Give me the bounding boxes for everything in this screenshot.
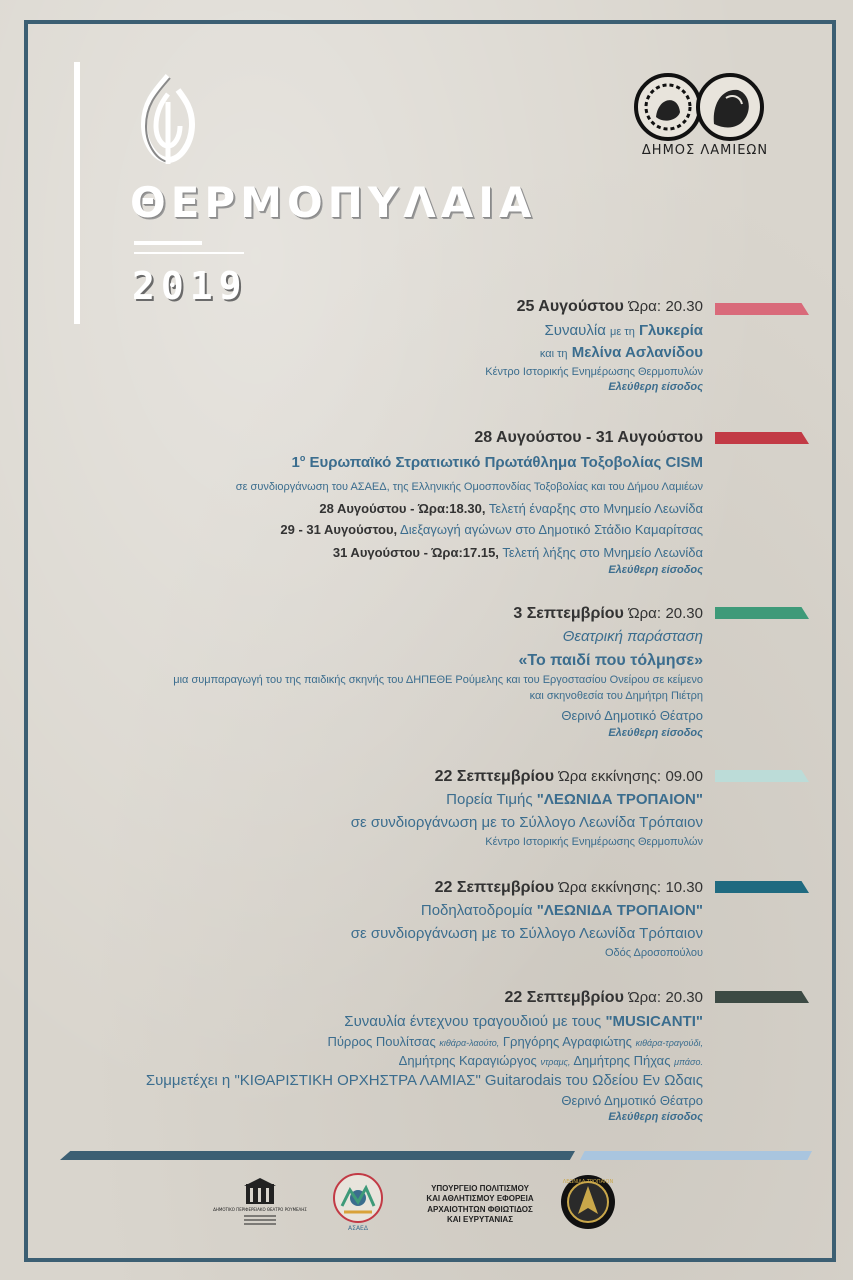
event-title-number: 1 bbox=[291, 454, 300, 471]
event-organizers: σε συνδιοργάνωση με το Σύλλογο Λεωνίδα Τρόπαιον bbox=[350, 924, 703, 942]
leonidas-logo-text: ΛΕΩΝΙΔΑ ΤΡΟΠΑΙΟΝ bbox=[562, 1179, 614, 1185]
footer-bar-light bbox=[580, 1151, 812, 1160]
event-date: 22 Σεπτεμβρίου bbox=[434, 768, 555, 785]
event-description: και σκηνοθεσία του Δημήτρη Πιέτρη bbox=[529, 689, 703, 702]
event-artist: Μελίνα Ασλανίδου bbox=[571, 343, 703, 361]
event-5 bbox=[351, 878, 703, 960]
event-title: Ευρωπαϊκό Στρατιωτικό Πρωτάθλημα Τοξοβολίας CISM bbox=[309, 454, 703, 471]
schedule-date: 31 Αυγούστου - Ώρα:17.15, bbox=[332, 545, 499, 560]
event-time: 20.30 bbox=[665, 298, 703, 315]
header-vertical-line bbox=[74, 62, 80, 324]
festival-year: 2019 bbox=[132, 264, 248, 308]
schedule-date: 28 Αυγούστου - Ώρα:18.30, bbox=[319, 500, 486, 516]
event-color-bar bbox=[715, 770, 809, 782]
event-time-label: Ώρα: bbox=[628, 989, 661, 1006]
event-2 bbox=[236, 428, 703, 578]
event-connector: με τη bbox=[610, 326, 635, 338]
event-time: 20.30 bbox=[665, 605, 703, 622]
event-1 bbox=[485, 297, 703, 395]
leonidas-tropaion-logo-icon bbox=[560, 1174, 616, 1230]
theatre-logo-icon bbox=[213, 1178, 307, 1228]
title-rule bbox=[134, 241, 202, 245]
schedule-desc: Διεξαγωγή αγώνων στο Δημοτικό Στάδιο Καμαρίτσας bbox=[400, 521, 703, 537]
event-4 bbox=[351, 767, 703, 849]
event-title: «Το παιδί που τόλμησε» bbox=[518, 651, 703, 669]
footer-bar-dark bbox=[60, 1151, 575, 1160]
event-venue: Θερινό Δημοτικό Θέατρο bbox=[561, 1093, 703, 1108]
event-color-bar bbox=[715, 881, 809, 893]
event-free-entry: Ελεύθερη είσοδος bbox=[608, 381, 703, 394]
event-time-label: Ώρα εκκίνησης: bbox=[558, 879, 661, 896]
event-title: Ποδηλατοδρομία bbox=[420, 902, 533, 919]
event-description: μια συμπαραγωγή του της παιδικής σκηνής του ΔΗΠΕΘΕ Ρούμελης και του Εργοστασίου Ονείρου σε κείμενο bbox=[173, 673, 703, 686]
event-kind: Θεατρική παράσταση bbox=[562, 628, 703, 645]
event-color-bar bbox=[715, 432, 809, 444]
performer-instrument: μπάσο. bbox=[674, 1057, 703, 1067]
event-time-label: Ώρα: bbox=[628, 605, 661, 622]
festival-title: ΘΕΡΜΟΠΥΛΑΙΑ bbox=[130, 178, 537, 227]
event-color-bar bbox=[715, 607, 809, 619]
event-venue: Κέντρο Ιστορικής Ενημέρωσης Θερμοπυλών bbox=[485, 835, 703, 848]
event-title-name: "ΛΕΩΝΙΔΑ ΤΡΟΠΑΙΟΝ" bbox=[536, 791, 703, 808]
event-kind: Συναυλία bbox=[544, 322, 606, 339]
event-time-label: Ώρα: bbox=[628, 298, 661, 315]
title-rule-thin bbox=[134, 252, 244, 254]
event-time-label: Ώρα εκκίνησης: bbox=[558, 768, 661, 785]
event-free-entry: Ελεύθερη είσοδος bbox=[608, 564, 703, 577]
event-free-entry: Ελεύθερη είσοδος bbox=[608, 726, 703, 739]
event-color-bar bbox=[715, 303, 809, 315]
ministry-text: ΥΠΟΥΡΓΕΙΟ ΠΟΛΙΤΙΣΜΟΥ ΚΑΙ ΑΘΛΗΤΙΣΜΟΥ ΕΦΟΡΕΙΑ ΑΡΧΑΙΟΤΗΤΩΝ ΦΘΙΩΤΙΔΟΣ ΚΑΙ ΕΥΡΥΤΑΝΙΑΣ bbox=[426, 1184, 534, 1225]
event-date: 25 Αυγούστου bbox=[516, 298, 624, 315]
event-title-ordinal: ο bbox=[299, 453, 306, 463]
asaed-logo-text: ΑΣΑΕΔ bbox=[348, 1225, 368, 1232]
event-time: 20.30 bbox=[665, 989, 703, 1006]
performer-name: Πύρρος Πουλίτσας bbox=[327, 1033, 436, 1049]
municipality-coin-logo-icon bbox=[634, 72, 764, 142]
event-connector: και τη bbox=[539, 347, 568, 360]
event-title: Συναυλία έντεχνου τραγουδιού με τους bbox=[344, 1013, 602, 1030]
event-time: 10.30 bbox=[665, 879, 703, 896]
performer-instrument: ντραμς, bbox=[540, 1057, 571, 1067]
event-venue: Κέντρο Ιστορικής Ενημέρωσης Θερμοπυλών bbox=[485, 365, 703, 378]
event-title-name: "MUSICANTI" bbox=[605, 1013, 703, 1030]
event-guest: Συμμετέχει η "ΚΙΘΑΡΙΣΤΙΚΗ ΟΡΧΗΣΤΡΑ ΛΑΜΙΑΣ" Guitarodais του Ωδείου Εν Ωδαις bbox=[145, 1072, 703, 1090]
schedule-desc: Τελετή έναρξης στο Μνημείο Λεωνίδα bbox=[488, 500, 703, 516]
asaed-logo-icon bbox=[330, 1172, 386, 1232]
event-time: 09.00 bbox=[665, 768, 703, 785]
event-title-name: "ΛΕΩΝΙΔΑ ΤΡΟΠΑΙΟΝ" bbox=[536, 902, 703, 919]
performer-name: Γρηγόρης Αγραφιώτης bbox=[502, 1033, 632, 1049]
event-6 bbox=[146, 988, 703, 1125]
event-date: 3 Σεπτεμβρίου bbox=[513, 605, 624, 622]
event-3 bbox=[173, 604, 703, 740]
schedule-date: 29 - 31 Αυγούστου, bbox=[280, 521, 398, 537]
schedule-desc: Τελετή λήξης στο Μνημείο Λεωνίδα bbox=[502, 545, 703, 560]
performer-name: Δημήτρης Πήχας bbox=[573, 1053, 671, 1068]
event-date: 22 Σεπτεμβρίου bbox=[504, 989, 624, 1006]
performer-name: Δημήτρης Καραγιώργος bbox=[398, 1053, 537, 1068]
event-artist: Γλυκερία bbox=[638, 322, 703, 339]
event-organizers: σε συνδιοργάνωση του ΑΣΑΕΔ, της Ελληνικής Ομοσπονδίας Τοξοβολίας και του Δήμου Λαμιέων bbox=[235, 480, 703, 493]
flame-logo-icon bbox=[130, 72, 206, 168]
performer-instrument: κιθάρα-λαούτο, bbox=[439, 1037, 500, 1048]
event-venue: Οδός Δροσοπούλου bbox=[604, 946, 703, 959]
event-title: Πορεία Τιμής bbox=[446, 791, 533, 808]
performer-instrument: κιθάρα-τραγούδι, bbox=[635, 1037, 703, 1048]
event-color-bar bbox=[715, 991, 809, 1003]
theatre-logo-text: ΔΗΜΟΤΙΚΟ ΠΕΡΙΦΕΡΕΙΑΚΟ ΘΕΑΤΡΟ ΡΟΥΜΕΛΗΣ bbox=[213, 1207, 307, 1212]
municipality-name: ΔΗΜΟΣ ΛΑΜΙΕΩΝ bbox=[641, 143, 769, 158]
event-free-entry: Ελεύθερη είσοδος bbox=[608, 1111, 703, 1124]
event-organizers: σε συνδιοργάνωση με το Σύλλογο Λεωνίδα Τρόπαιον bbox=[350, 813, 703, 831]
event-date: 22 Σεπτεμβρίου bbox=[434, 879, 555, 896]
event-date: 28 Αυγούστου - 31 Αυγούστου bbox=[474, 429, 703, 446]
event-venue: Θερινό Δημοτικό Θέατρο bbox=[561, 708, 703, 724]
